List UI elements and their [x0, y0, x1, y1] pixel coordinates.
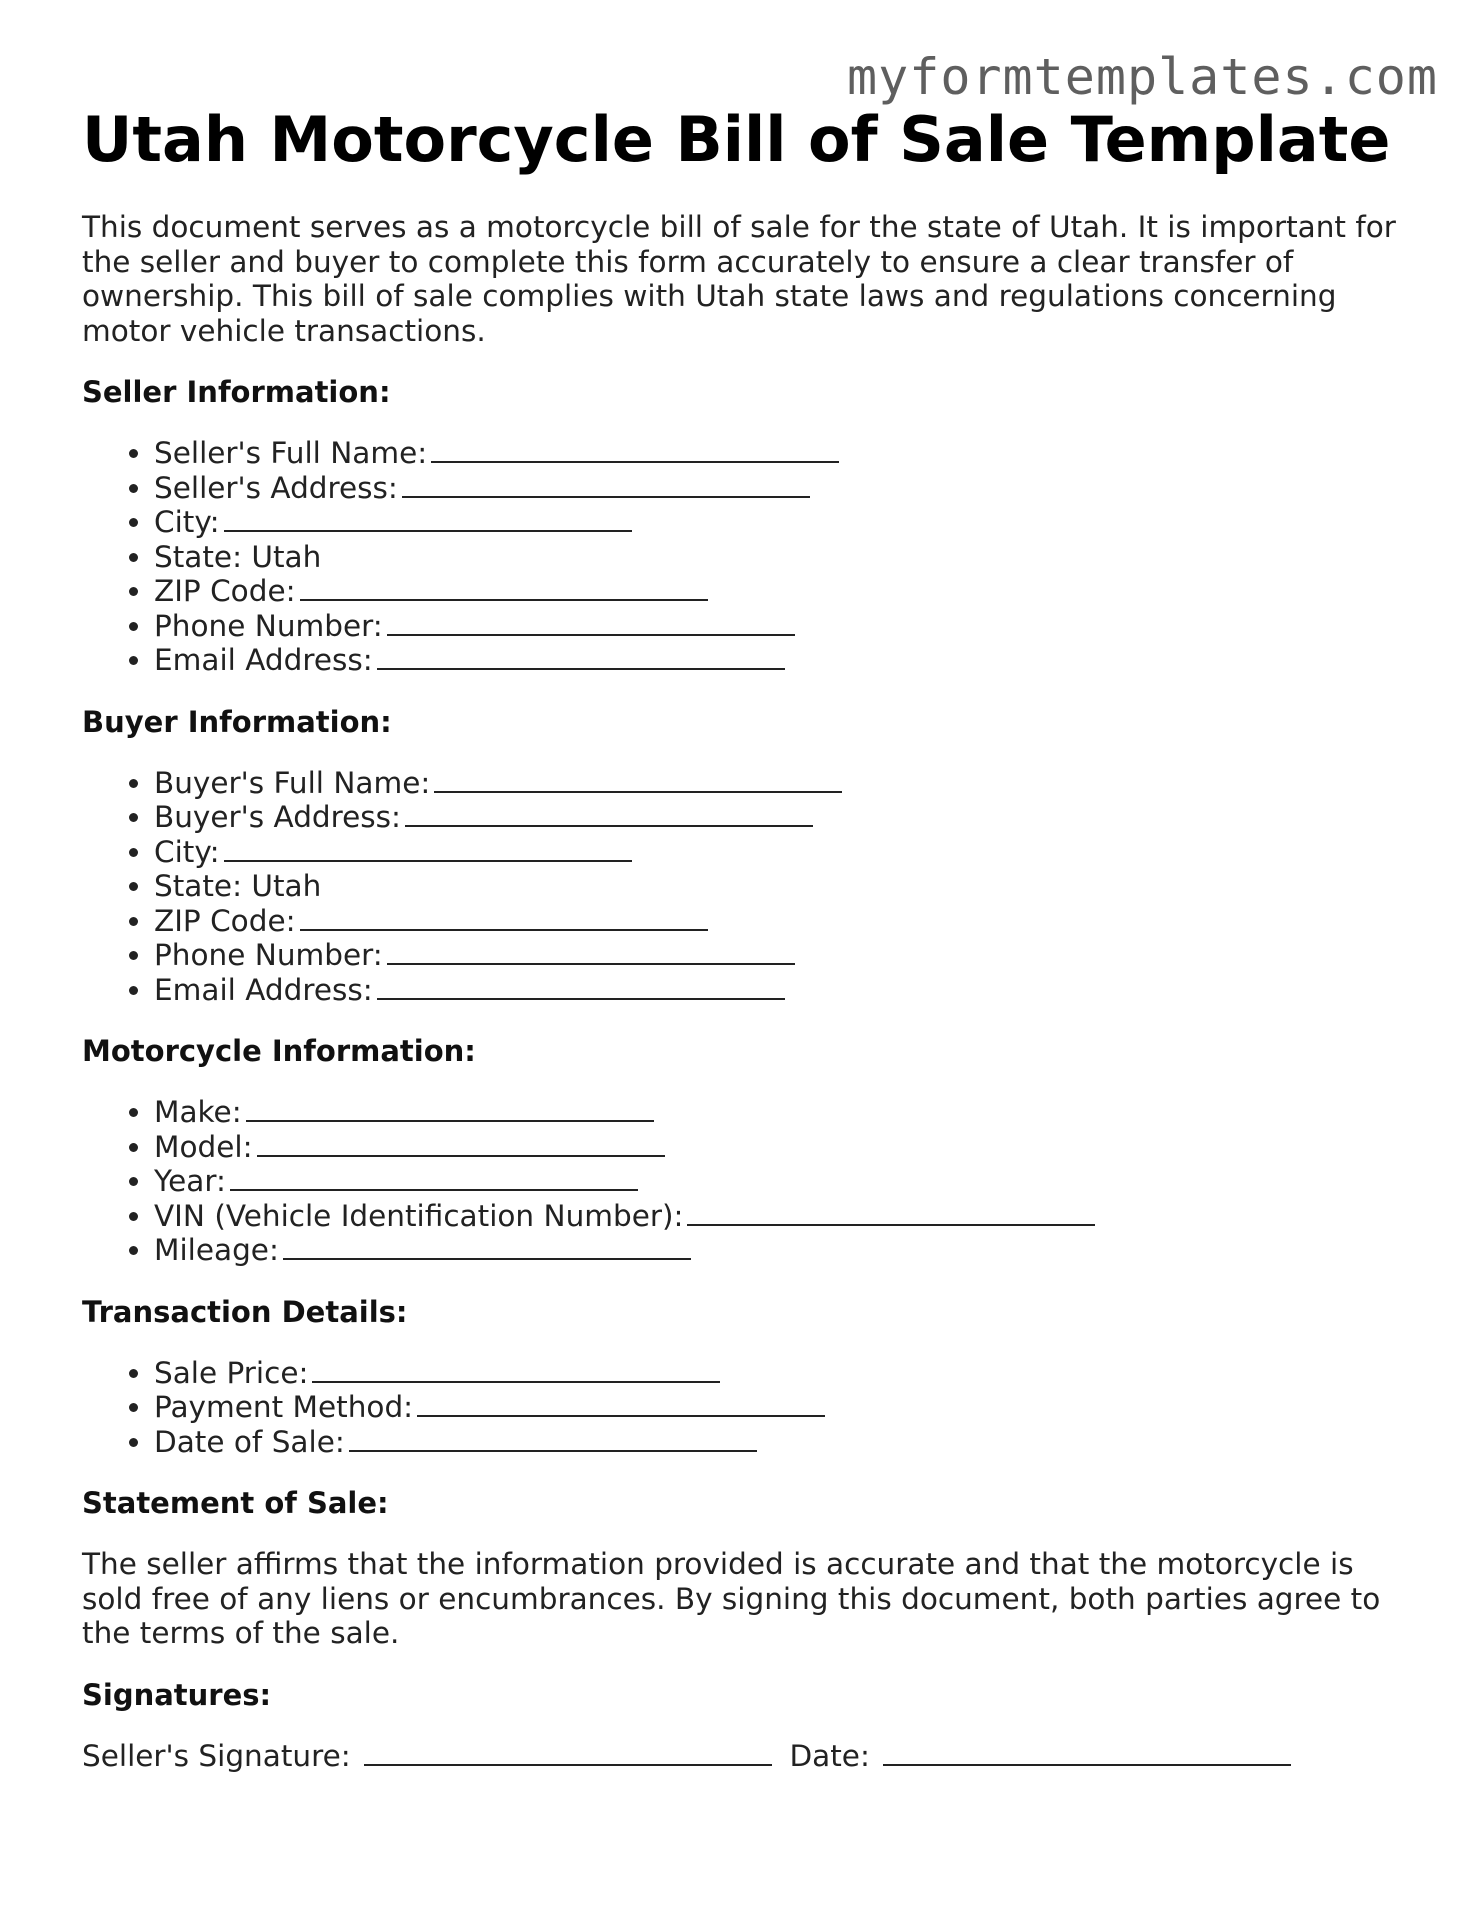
seller-section — [82, 374, 1422, 678]
motorcycle-field-label: Year: — [154, 1164, 226, 1198]
transaction-field-blank[interactable] — [312, 1357, 720, 1383]
signatures-heading: Signatures: — [82, 1677, 272, 1712]
signatures-section — [82, 1677, 1422, 1774]
motorcycle-field-list — [82, 1095, 1422, 1268]
motorcycle-field-label: Mileage: — [154, 1233, 279, 1267]
signature-date-label: Date: — [789, 1738, 870, 1773]
seller-field-label: Phone Number: — [154, 608, 383, 643]
seller-field-item — [154, 436, 1422, 471]
motorcycle-field-item — [154, 1233, 1422, 1268]
transaction-field-blank[interactable] — [417, 1391, 825, 1417]
signature-row — [82, 1739, 1422, 1774]
statement-heading: Statement of Sale: — [82, 1486, 389, 1520]
buyer-field-label: Buyer's Full Name: — [154, 765, 431, 800]
motorcycle-field-label: Model: — [154, 1129, 253, 1164]
buyer-field-blank[interactable] — [405, 801, 813, 827]
seller-field-blank[interactable] — [300, 575, 708, 601]
seller-field-blank[interactable] — [402, 472, 810, 498]
buyer-field-item — [154, 835, 1422, 870]
buyer-field-item — [154, 869, 1422, 904]
buyer-field-label: State: Utah — [154, 869, 322, 903]
motorcycle-heading: Motorcycle Information: — [82, 1034, 476, 1068]
buyer-heading: Buyer Information: — [82, 704, 392, 739]
transaction-field-list — [82, 1356, 1422, 1460]
motorcycle-field-item — [154, 1095, 1422, 1130]
document-page — [82, 100, 1422, 1773]
seller-field-item — [154, 574, 1422, 609]
buyer-field-blank[interactable] — [434, 767, 842, 793]
transaction-field-label: Date of Sale: — [154, 1424, 345, 1459]
buyer-field-label: Buyer's Address: — [154, 800, 401, 834]
transaction-field-item — [154, 1425, 1422, 1460]
buyer-field-item — [154, 973, 1422, 1008]
buyer-field-blank[interactable] — [300, 905, 708, 931]
buyer-field-item — [154, 800, 1422, 835]
seller-signature-field[interactable] — [364, 1740, 772, 1766]
seller-field-blank[interactable] — [431, 437, 839, 463]
site-watermark: myformtemplates.com — [847, 48, 1438, 106]
transaction-field-blank[interactable] — [349, 1426, 757, 1452]
motorcycle-field-blank[interactable] — [246, 1096, 654, 1122]
seller-field-item — [154, 643, 1422, 678]
buyer-field-list — [82, 766, 1422, 1008]
seller-field-label: Seller's Address: — [154, 470, 398, 505]
motorcycle-field-blank[interactable] — [230, 1165, 638, 1191]
seller-signature-label: Seller's Signature: — [82, 1738, 351, 1773]
seller-field-list — [82, 436, 1422, 678]
seller-field-label: City: — [154, 505, 220, 539]
transaction-field-label: Payment Method: — [154, 1390, 414, 1424]
buyer-field-blank[interactable] — [377, 974, 785, 1000]
document-title: Utah Motorcycle Bill of Sale Template — [82, 103, 1391, 176]
seller-field-item — [154, 609, 1422, 644]
buyer-field-item — [154, 766, 1422, 801]
transaction-field-item — [154, 1390, 1422, 1425]
transaction-section — [82, 1294, 1422, 1460]
seller-field-label: Email Address: — [154, 643, 373, 677]
motorcycle-field-item — [154, 1130, 1422, 1165]
motorcycle-field-label: VIN (Vehicle Identification Number): — [154, 1198, 684, 1233]
buyer-field-label: ZIP Code: — [154, 903, 296, 938]
buyer-field-label: Phone Number: — [154, 938, 383, 972]
buyer-field-item — [154, 904, 1422, 939]
seller-field-label: State: Utah — [154, 539, 322, 574]
seller-field-blank[interactable] — [224, 506, 632, 532]
transaction-field-label: Sale Price: — [154, 1355, 309, 1390]
intro-paragraph: This document serves as a motorcycle bill of sale for the state of Utah. It is important for the seller and buyer to complete this form accurately to ensure a clear transfer of ownership. This bill of sale complies with Utah state laws and regulations concerning motor vehicle transactions. — [82, 210, 1396, 348]
motorcycle-field-blank[interactable] — [687, 1200, 1095, 1226]
seller-field-item — [154, 471, 1422, 506]
motorcycle-section — [82, 1033, 1422, 1268]
seller-field-label: ZIP Code: — [154, 574, 296, 608]
buyer-field-item — [154, 938, 1422, 973]
motorcycle-field-label: Make: — [154, 1095, 242, 1129]
seller-field-item — [154, 505, 1422, 540]
seller-field-blank[interactable] — [377, 644, 785, 670]
seller-field-item — [154, 540, 1422, 575]
motorcycle-field-blank[interactable] — [283, 1234, 691, 1260]
buyer-field-blank[interactable] — [224, 836, 632, 862]
motorcycle-field-item — [154, 1164, 1422, 1199]
buyer-field-label: City: — [154, 834, 220, 869]
seller-heading: Seller Information: — [82, 375, 391, 409]
signature-date-field[interactable] — [883, 1740, 1291, 1766]
buyer-section — [82, 704, 1422, 1008]
transaction-heading: Transaction Details: — [82, 1294, 408, 1329]
motorcycle-field-blank[interactable] — [257, 1131, 665, 1157]
transaction-field-item — [154, 1356, 1422, 1391]
buyer-field-label: Email Address: — [154, 972, 373, 1007]
seller-field-blank[interactable] — [387, 610, 795, 636]
seller-field-label: Seller's Full Name: — [154, 436, 428, 470]
motorcycle-field-item — [154, 1199, 1422, 1234]
statement-text: The seller affirms that the information provided is accurate and that the motorcycle is sold free of any liens or encumbrances. By signing this document, both parties agree to the terms of the sale. — [82, 1547, 1381, 1650]
statement-section — [82, 1485, 1422, 1651]
buyer-field-blank[interactable] — [387, 939, 795, 965]
